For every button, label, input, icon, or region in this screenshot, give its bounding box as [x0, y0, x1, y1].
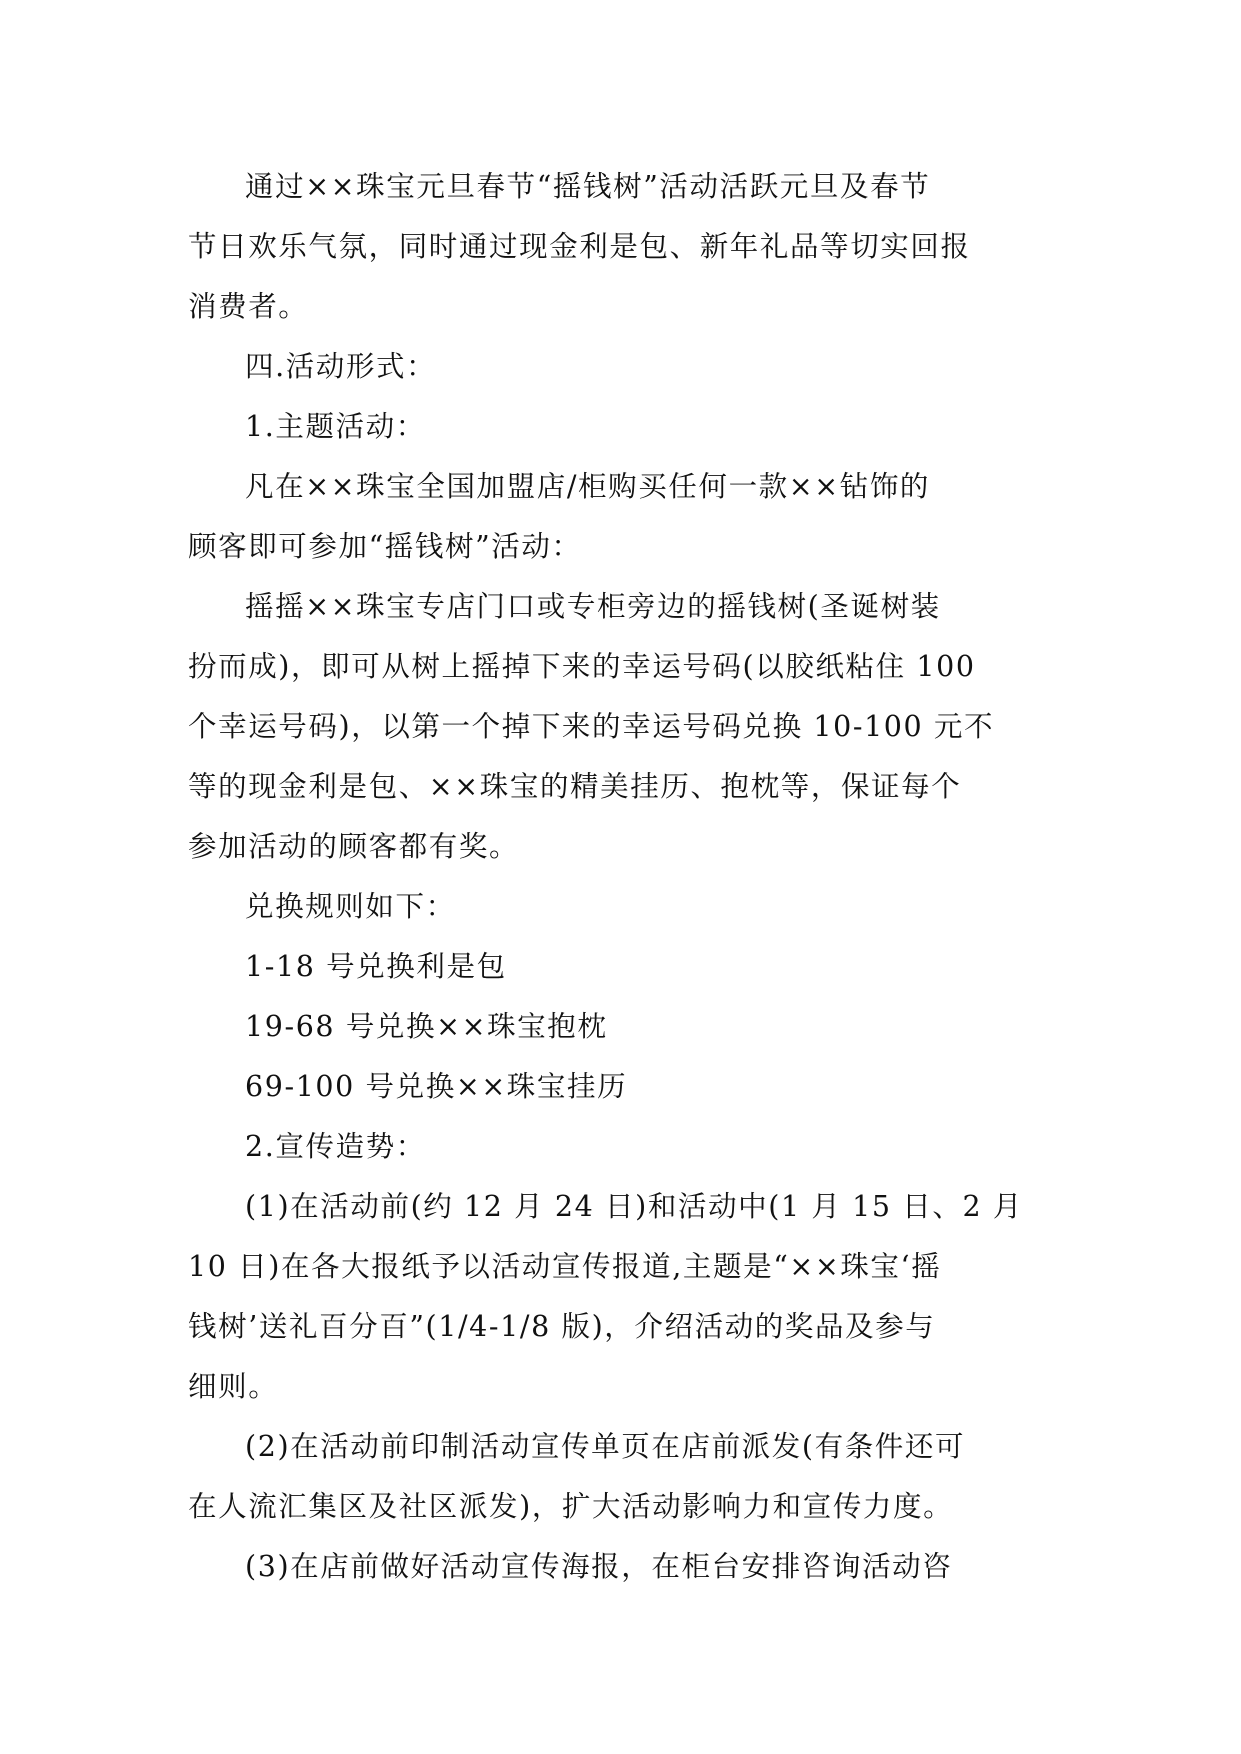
rules-heading — [188, 877, 1052, 937]
paragraph-promotion-1 — [188, 1177, 1052, 1417]
text-line: 凡在××珠宝全国加盟店/柜购买任何一款××钻饰的 — [245, 470, 931, 503]
text-line: 19-68 号兑换××珠宝抱枕 — [245, 1010, 608, 1043]
text-line: 节日欢乐气氛，同时通过现金利是包、新年礼品等切实回报 — [188, 230, 971, 263]
rule-item-3 — [188, 1057, 1052, 1117]
text-line: 1-18 号兑换利是包 — [245, 950, 507, 983]
text-line: 参加活动的顾客都有奖。 — [188, 830, 520, 863]
text-line: (3)在店前做好活动宣传海报，在柜台安排咨询活动咨 — [245, 1550, 953, 1583]
text-line: 细则。 — [188, 1370, 279, 1403]
text-line: 顾客即可参加“摇钱树”活动： — [188, 530, 582, 563]
text-line: 兑换规则如下： — [245, 890, 456, 923]
text-line: 1.主题活动： — [245, 410, 426, 443]
text-line: 在人流汇集区及社区派发)，扩大活动影响力和宣传力度。 — [188, 1490, 954, 1523]
text-line: 消费者。 — [188, 290, 309, 323]
item-heading-theme-activity — [188, 397, 1052, 457]
text-line: 10 日)在各大报纸予以活动宣传报道,主题是“××珠宝‘摇 — [188, 1250, 942, 1283]
paragraph-promotion-2 — [188, 1417, 1052, 1537]
text-line: 个幸运号码)，以第一个掉下来的幸运号码兑换 10-100 元不 — [188, 710, 995, 743]
text-line: 摇摇××珠宝专店门口或专柜旁边的摇钱树(圣诞树装 — [245, 590, 941, 623]
section-heading-activity-form — [188, 337, 1052, 397]
item-heading-promotion — [188, 1117, 1052, 1177]
text-line: 2.宣传造势： — [245, 1130, 426, 1163]
text-line: 四.活动形式： — [245, 350, 437, 383]
text-line: 通过××珠宝元旦春节“摇钱树”活动活跃元旦及春节 — [245, 170, 931, 203]
text-line: (2)在活动前印制活动宣传单页在店前派发(有条件还可 — [245, 1430, 966, 1463]
paragraph-purpose-body — [188, 157, 1052, 337]
document-body — [188, 157, 1052, 1597]
rule-item-1 — [188, 937, 1052, 997]
text-line: 69-100 号兑换××珠宝挂历 — [245, 1070, 628, 1103]
text-line: 钱树’送礼百分百”(1/4-1/8 版)，介绍活动的奖品及参与 — [188, 1310, 936, 1343]
text-line: (1)在活动前(约 12 月 24 日)和活动中(1 月 15 日、2 月 — [245, 1190, 1023, 1223]
text-line: 扮而成)，即可从树上摇掉下来的幸运号码(以胶纸粘住 100 — [188, 650, 976, 683]
paragraph-theme-activity-detail — [188, 577, 1052, 877]
text-line: 等的现金利是包、××珠宝的精美挂历、抱枕等，保证每个 — [188, 770, 962, 803]
paragraph-theme-activity-body — [188, 457, 1052, 577]
rule-item-2 — [188, 997, 1052, 1057]
paragraph-promotion-3 — [188, 1537, 1052, 1597]
